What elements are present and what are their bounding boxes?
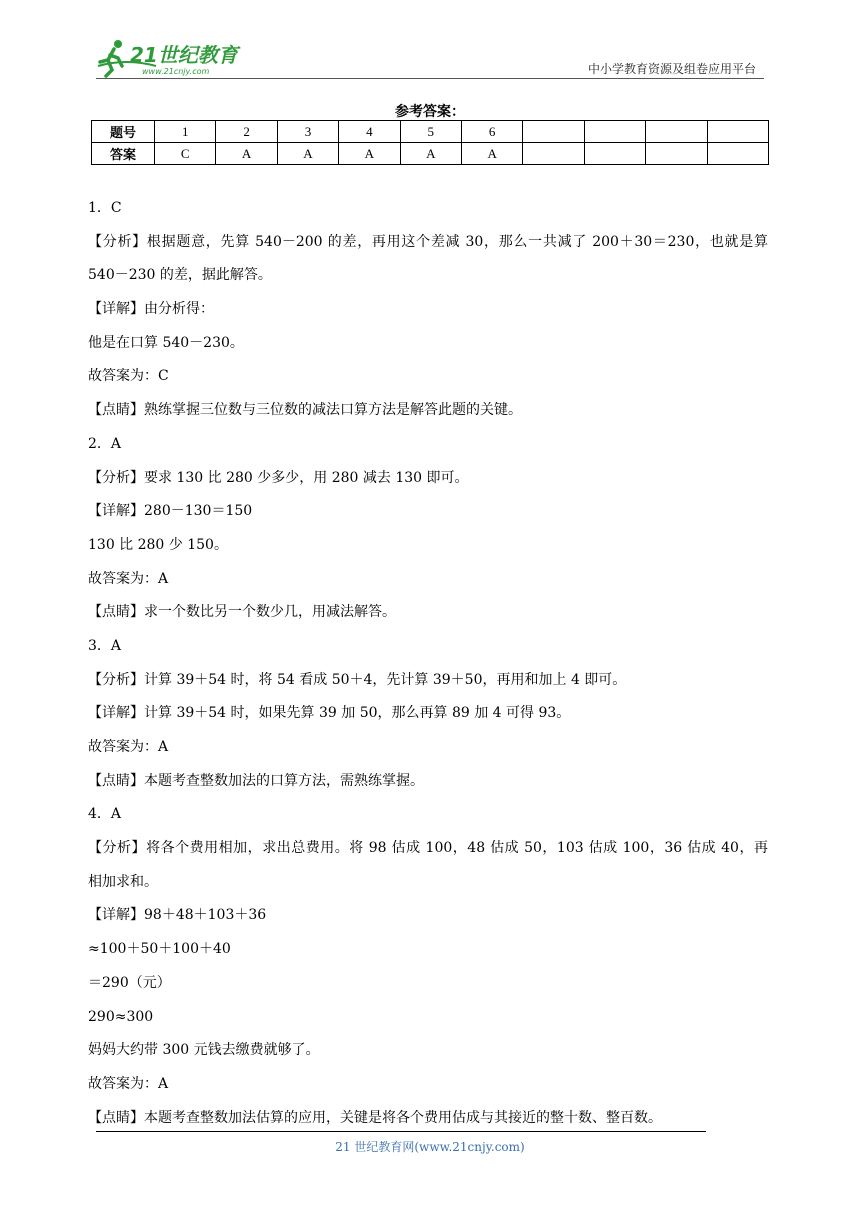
analysis-text: 【分析】将各个费用相加，求出总费用。将 98 估成 100，48 估成 50，103 估成 100，36 估成 40，再 <box>88 840 768 857</box>
table-cell <box>523 121 584 143</box>
table-cell: 3 <box>277 121 338 143</box>
detail-text: ≈100＋50＋100＋40 <box>88 941 231 958</box>
table-row-numbers <box>92 121 769 143</box>
table-header-cell: 答案 <box>92 143 155 165</box>
analysis-text: 【分析】要求 130 比 280 少多少，用 280 减去 130 即可。 <box>88 469 469 486</box>
table-cell <box>523 143 584 165</box>
analysis-text-cont: 540－230 的差，据此解答。 <box>88 267 272 284</box>
table-cell <box>707 121 768 143</box>
question-number: 3．A <box>88 637 122 654</box>
platform-name: 中小学教育资源及组卷应用平台 <box>587 62 756 76</box>
comment-text: 【点睛】本题考查整数加法的口算方法，需熟练掌握。 <box>88 772 424 789</box>
detail-text: 290≈300 <box>88 1008 154 1025</box>
detail-text: 【详解】计算 39＋54 时，如果先算 39 加 50，那么再算 89 加 4 可得 93。 <box>88 705 571 722</box>
answer-text: 故答案为：A <box>88 1075 169 1092</box>
detail-text: 【详解】98＋48＋103＋36 <box>88 907 267 924</box>
table-cell: 5 <box>400 121 461 143</box>
table-header-cell: 题号 <box>92 121 155 143</box>
table-cell: A <box>339 143 400 165</box>
table-cell: 2 <box>216 121 277 143</box>
table-cell <box>646 143 707 165</box>
analysis-text: 【分析】根据题意，先算 540－200 的差，再用这个差减 30，那么一共减了 200＋30＝230，也就是算 <box>88 233 768 250</box>
table-cell <box>646 121 707 143</box>
detail-text: 【详解】280－130＝150 <box>88 503 253 520</box>
footer-text: 21 世纪教育网(www.21cnjy.com) <box>335 1140 525 1154</box>
footer-divider <box>96 1131 706 1132</box>
table-cell: A <box>400 143 461 165</box>
table-cell <box>707 143 768 165</box>
runner-logo-icon <box>96 36 256 78</box>
answer-title: 参考答案： <box>395 104 465 120</box>
comment-text: 【点睛】熟练掌握三位数与三位数的减法口算方法是解答此题的关键。 <box>88 402 522 419</box>
table-cell: 1 <box>155 121 216 143</box>
table-cell <box>584 143 645 165</box>
answer-table <box>91 120 769 165</box>
detail-text: 他是在口算 540－230。 <box>88 334 244 351</box>
detail-text: ＝290（元） <box>88 974 171 991</box>
analysis-text-cont: 相加求和。 <box>88 873 158 890</box>
header-divider <box>96 78 764 79</box>
solution-body <box>88 192 768 1135</box>
question-number: 1．C <box>88 200 122 216</box>
table-row-answers <box>92 143 769 165</box>
logo-wordmark: 21世纪教育 <box>130 43 238 67</box>
table-cell: 4 <box>339 121 400 143</box>
question-number: 4．A <box>88 806 122 823</box>
table-cell: C <box>155 143 216 165</box>
site-logo <box>96 36 256 78</box>
table-cell: A <box>461 143 522 165</box>
comment-text: 【点睛】求一个数比另一个数少几，用减法解答。 <box>88 604 396 621</box>
table-cell: A <box>216 143 277 165</box>
detail-text: 妈妈大约带 300 元钱去缴费就够了。 <box>88 1042 320 1059</box>
table-cell: A <box>277 143 338 165</box>
detail-text: 【详解】由分析得： <box>88 301 214 318</box>
table-cell: 6 <box>461 121 522 143</box>
answer-text: 故答案为：A <box>88 739 169 755</box>
detail-text: 130 比 280 少 150。 <box>88 536 228 553</box>
answer-text: 故答案为：C <box>88 368 169 385</box>
comment-text: 【点睛】本题考查整数加法估算的应用，关键是将各个费用估成与其接近的整十数、整百数。 <box>88 1109 662 1126</box>
question-number: 2．A <box>88 435 122 452</box>
analysis-text: 【分析】计算 39＋54 时，将 54 看成 50＋4，先计算 39＋50，再用和加上 4 即可。 <box>88 671 627 688</box>
logo-url: www.21cnjy.com <box>142 67 210 76</box>
table-cell <box>584 121 645 143</box>
answer-text: 故答案为：A <box>88 570 169 587</box>
